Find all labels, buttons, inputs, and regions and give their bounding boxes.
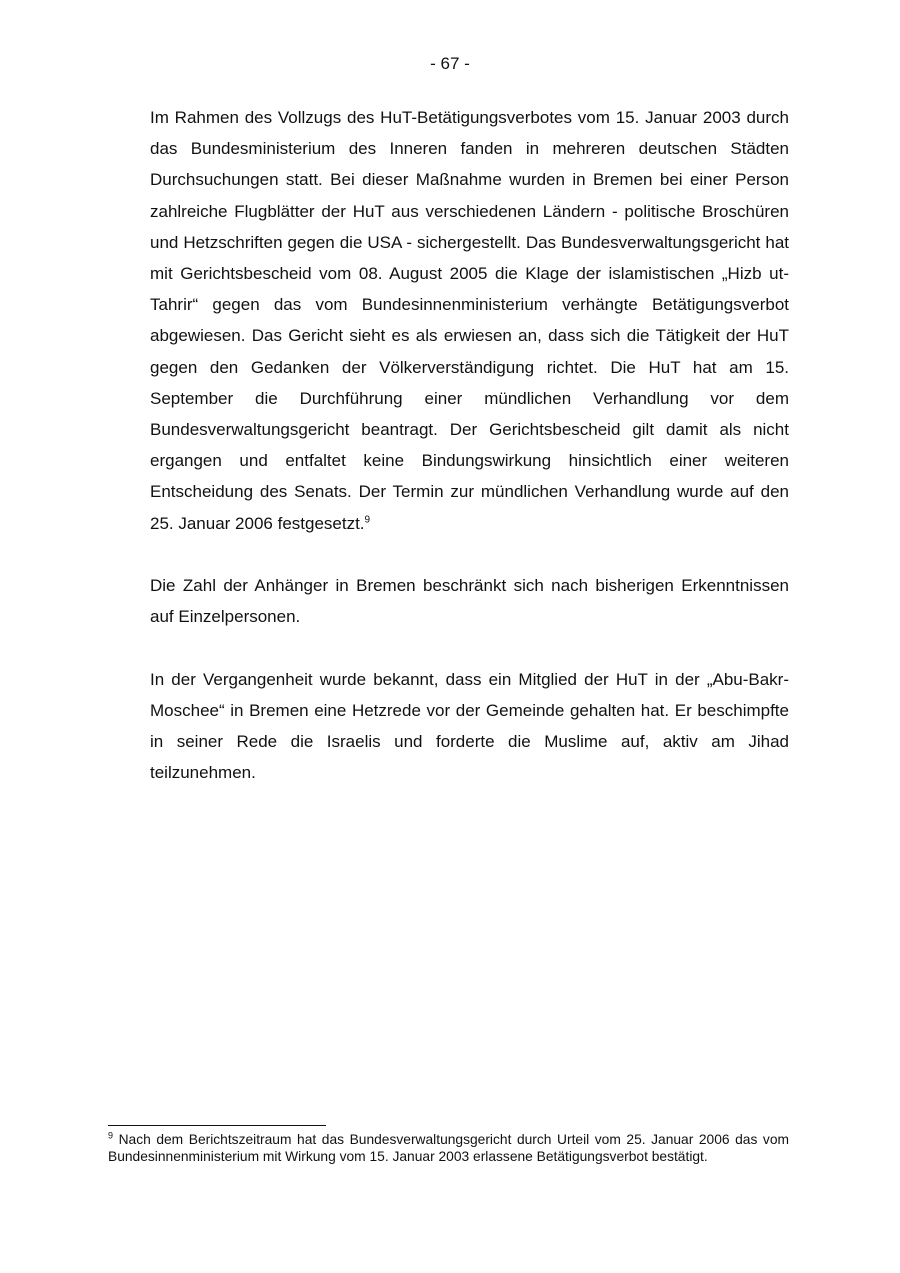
- footnote-text: Nach dem Berichtszeitraum hat das Bundesverwaltungsgericht durch Urteil vom 25. Januar 2006 das vom Bundesinnenministerium mit Wirkung vom 15. Januar 2003 erlassene Betätigungsverbot bestätigt.: [108, 1132, 789, 1164]
- page-number: - 67 -: [430, 54, 470, 73]
- paragraph-text: In der Vergangenheit wurde bekannt, dass ein Mitglied der HuT in der „Abu-Bakr-Moschee“ in Bremen eine Hetzrede vor der Gemeinde gehalten hat. Er beschimpfte in seiner Rede die Israelis und forderte die Muslime auf, aktiv am Jihad teilzunehmen.: [150, 669, 789, 783]
- paragraph-text: Im Rahmen des Vollzugs des HuT-Betätigungsverbotes vom 15. Januar 2003 durch das Bundesministerium des Inneren fanden in mehreren deutschen Städten Durchsuchungen statt. Bei dieser Maßnahme wurden in Bremen bei einer Person zahlreiche Flugblätter der HuT aus verschiedenen Ländern - politische Broschüren und Hetzschriften gegen die USA - sichergestellt. Das Bundesverwaltungsgericht hat mit Gerichtsbescheid vom 08. August 2005 die Klage der islamistischen „Hizb ut-Tahrir“ gegen das vom Bundesinnenministerium verhängte Betätigungsverbot abgewiesen. Das Gericht sieht es als erwiesen an, dass sich die Tätigkeit der HuT gegen den Gedanken der Völkerverständigung richtet. Die HuT hat am 15. September die Durchführung einer mündlichen Verhandlung vor dem Bundesverwaltungsgericht beantragt. Der Gerichtsbescheid gilt damit als nicht ergangen und entfaltet keine Bindungswirkung hinsichtlich einer weiteren Entscheidung des Senats. Der Termin zur mündlichen Verhandlung wurde auf den 25. Januar 2006 festgesetzt.: [150, 108, 789, 533]
- footnote-marker: 9: [108, 1130, 114, 1141]
- footnote-separator: [108, 1125, 326, 1126]
- paragraph-supporters: [150, 570, 789, 632]
- paragraph-text: Die Zahl der Anhänger in Bremen beschränkt sich nach bisherigen Erkenntnissen auf Einzelpersonen.: [150, 576, 789, 627]
- paragraph-mosque-speech: [150, 664, 789, 789]
- paragraph-hut-ban: [150, 102, 789, 539]
- body-text: [150, 102, 789, 788]
- footnote-reference: 9: [364, 513, 371, 525]
- footnote: [108, 1131, 789, 1165]
